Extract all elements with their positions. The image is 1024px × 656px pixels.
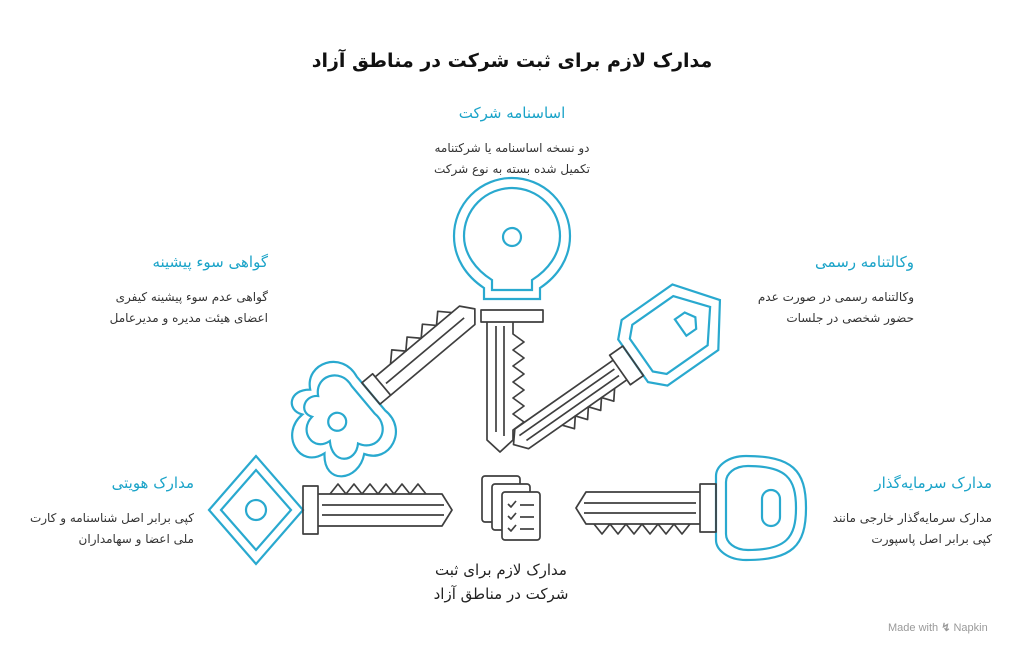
item-identity-heading: مدارک هویتی	[111, 474, 194, 492]
item-investor-line2: کپی برابر اصل پاسپورت	[871, 532, 992, 546]
key-ur-groove	[519, 369, 614, 436]
key-top-blade	[487, 322, 524, 452]
item-articles-line1: دو نسخه اساسنامه یا شرکتنامه	[434, 141, 590, 155]
key-ul-bow-inner	[286, 368, 390, 474]
item-no-record-heading: گواهی سوء پیشینه	[152, 253, 268, 271]
key-left-bow-inner	[221, 470, 291, 550]
key-ur-groove-2	[526, 376, 619, 441]
key-ur-bow-outline	[610, 267, 743, 393]
item-no-record-line2: اعضای هیئت مدیره و مدیرعامل	[109, 311, 268, 325]
center-label	[416, 558, 586, 606]
key-ul-collar	[362, 374, 391, 404]
item-investor-heading: مدارک سرمایه‌گذار	[874, 474, 992, 492]
item-identity-line2: ملی اعضا و سهامداران	[78, 532, 194, 546]
item-identity	[14, 474, 194, 550]
item-investor	[808, 474, 992, 550]
item-no-record	[62, 253, 268, 329]
key-right-blade	[576, 492, 700, 524]
item-articles-heading: اساسنامه شرکت	[458, 104, 566, 122]
item-poa-line2: حضور شخصی در جلسات	[786, 311, 914, 325]
item-identity-line1: کپی برابر اصل شناسنامه و کارت	[29, 511, 194, 525]
item-articles	[412, 104, 612, 180]
key-top	[454, 178, 570, 452]
key-ul-hole	[325, 409, 350, 434]
key-right-teeth	[594, 524, 690, 534]
item-poa-heading: وکالتنامه رسمی	[815, 253, 914, 271]
center-label-line1: مدارک لازم برای ثبت	[435, 561, 567, 579]
documents-icon	[482, 476, 540, 540]
item-no-record-line1: گواهی عدم سوء پیشینه کیفری	[115, 290, 268, 304]
item-power-of-attorney	[750, 253, 914, 329]
item-articles-line2: تکمیل شده بسته به نوع شرکت	[433, 162, 591, 176]
key-left-blade	[318, 494, 452, 526]
key-right-collar	[700, 484, 716, 532]
key-left-collar	[303, 486, 318, 534]
key-ul-teeth	[384, 305, 452, 364]
key-top-bow-outline	[454, 178, 570, 299]
key-top-hole	[503, 228, 521, 246]
center-label-line2: شرکت در مناطق آزاد	[433, 585, 569, 603]
key-left-hole	[246, 500, 266, 520]
diagram-title: مدارک لازم برای ثبت شرکت در مناطق آزاد	[311, 50, 713, 72]
key-ul-bow-outline	[265, 352, 406, 495]
key-ur-hole	[675, 309, 701, 336]
key-top-bow-inner	[464, 188, 560, 290]
key-left-bow-outline	[209, 456, 303, 564]
key-upper-left	[265, 266, 508, 495]
key-right	[576, 456, 806, 560]
item-investor-line1: مدارک سرمایه‌گذار خارجی مانند	[832, 511, 992, 525]
key-top-collar	[481, 310, 543, 322]
napkin-logo-icon: ↯	[941, 622, 951, 634]
made-with-text: Made with	[888, 622, 939, 634]
item-poa-line1: وکالتنامه رسمی در صورت عدم	[757, 290, 914, 304]
key-right-hole	[762, 490, 780, 526]
napkin-watermark	[888, 621, 988, 634]
key-left-teeth	[330, 484, 426, 494]
napkin-brand-text: Napkin	[953, 622, 988, 634]
